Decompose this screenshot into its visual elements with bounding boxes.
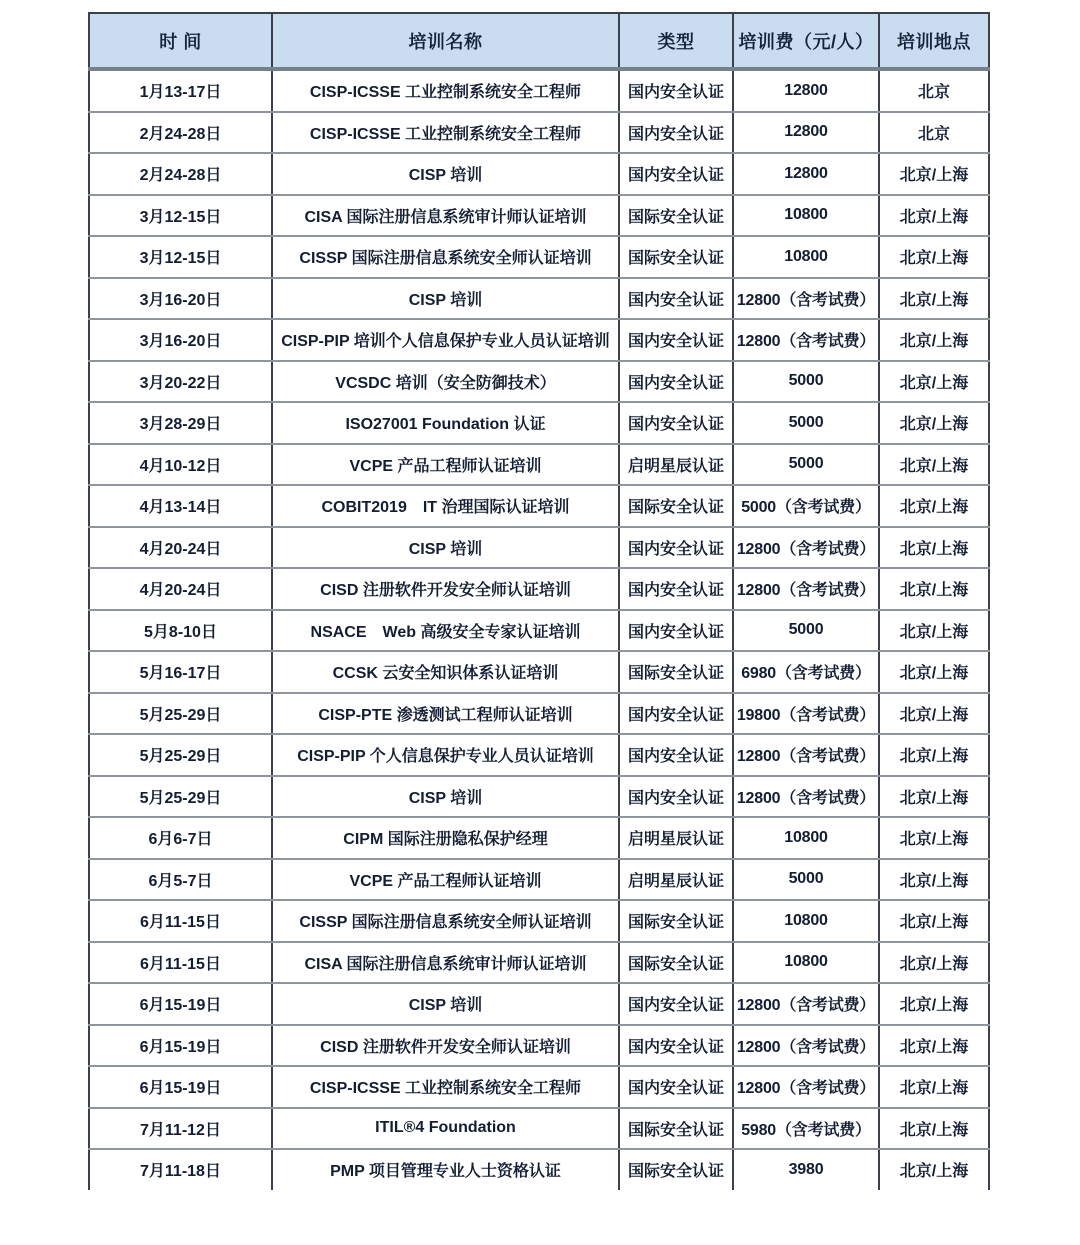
cell-type: 国际安全认证 bbox=[619, 900, 733, 942]
cell-location: 北京/上海 bbox=[879, 610, 989, 652]
cell-location: 北京/上海 bbox=[879, 485, 989, 527]
cell-time: 7月11-18日 bbox=[89, 1149, 272, 1190]
cell-type: 启明星辰认证 bbox=[619, 859, 733, 901]
cell-time: 3月16-20日 bbox=[89, 278, 272, 320]
cell-course-name: CISP-ICSSE 工业控制系统安全工程师 bbox=[272, 112, 619, 154]
cell-fee: 5000 bbox=[733, 859, 879, 901]
cell-course-name: CISP 培训 bbox=[272, 153, 619, 195]
cell-type: 国际安全认证 bbox=[619, 195, 733, 237]
cell-type: 国内安全认证 bbox=[619, 69, 733, 112]
cell-course-name: CISSP 国际注册信息系统安全师认证培训 bbox=[272, 900, 619, 942]
cell-type: 国内安全认证 bbox=[619, 776, 733, 818]
cell-time: 6月11-15日 bbox=[89, 900, 272, 942]
table-row bbox=[89, 444, 989, 486]
cell-time: 6月15-19日 bbox=[89, 1025, 272, 1067]
cell-location: 北京 bbox=[879, 112, 989, 154]
cell-time: 6月15-19日 bbox=[89, 983, 272, 1025]
cell-fee: 5980（含考试费） bbox=[733, 1108, 879, 1150]
cell-course-name: CISP 培训 bbox=[272, 983, 619, 1025]
cell-location: 北京/上海 bbox=[879, 900, 989, 942]
cell-type: 国内安全认证 bbox=[619, 153, 733, 195]
header-location: 培训地点 bbox=[879, 13, 989, 69]
table-row bbox=[89, 402, 989, 444]
cell-course-name: PMP 项目管理专业人士资格认证 bbox=[272, 1149, 619, 1190]
cell-type: 国内安全认证 bbox=[619, 568, 733, 610]
cell-type: 国际安全认证 bbox=[619, 236, 733, 278]
cell-time: 4月20-24日 bbox=[89, 527, 272, 569]
table-header bbox=[89, 13, 989, 69]
cell-fee: 12800（含考试费） bbox=[733, 568, 879, 610]
cell-fee: 12800 bbox=[733, 112, 879, 154]
cell-type: 国际安全认证 bbox=[619, 1108, 733, 1150]
header-time: 时 间 bbox=[89, 13, 272, 69]
cell-time: 6月5-7日 bbox=[89, 859, 272, 901]
table-row bbox=[89, 859, 989, 901]
cell-fee: 10800 bbox=[733, 195, 879, 237]
header-type: 类型 bbox=[619, 13, 733, 69]
cell-fee: 5000 bbox=[733, 444, 879, 486]
cell-time: 2月24-28日 bbox=[89, 112, 272, 154]
table-row bbox=[89, 651, 989, 693]
table-row bbox=[89, 1066, 989, 1108]
cell-course-name: NSACE Web 高级安全专家认证培训 bbox=[272, 610, 619, 652]
table-row bbox=[89, 1149, 989, 1190]
cell-time: 6月11-15日 bbox=[89, 942, 272, 984]
cell-time: 3月20-22日 bbox=[89, 361, 272, 403]
cell-course-name: CISP 培训 bbox=[272, 776, 619, 818]
table-row bbox=[89, 319, 989, 361]
table-row bbox=[89, 361, 989, 403]
cell-type: 国内安全认证 bbox=[619, 734, 733, 776]
header-course-name: 培训名称 bbox=[272, 13, 619, 69]
cell-time: 2月24-28日 bbox=[89, 153, 272, 195]
cell-course-name: CISA 国际注册信息系统审计师认证培训 bbox=[272, 942, 619, 984]
cell-fee: 12800（含考试费） bbox=[733, 734, 879, 776]
cell-course-name: CISP 培训 bbox=[272, 527, 619, 569]
cell-time: 6月6-7日 bbox=[89, 817, 272, 859]
cell-time: 3月12-15日 bbox=[89, 195, 272, 237]
cell-type: 国际安全认证 bbox=[619, 942, 733, 984]
cell-course-name: CISSP 国际注册信息系统安全师认证培训 bbox=[272, 236, 619, 278]
table-row bbox=[89, 69, 989, 112]
cell-location: 北京/上海 bbox=[879, 817, 989, 859]
cell-time: 4月20-24日 bbox=[89, 568, 272, 610]
table-body bbox=[89, 69, 989, 1190]
cell-fee: 12800（含考试费） bbox=[733, 983, 879, 1025]
cell-time: 6月15-19日 bbox=[89, 1066, 272, 1108]
table-row bbox=[89, 817, 989, 859]
cell-type: 国内安全认证 bbox=[619, 693, 733, 735]
table-row bbox=[89, 1108, 989, 1150]
cell-fee: 12800（含考试费） bbox=[733, 1025, 879, 1067]
cell-fee: 5000 bbox=[733, 610, 879, 652]
cell-course-name: CISP-ICSSE 工业控制系统安全工程师 bbox=[272, 1066, 619, 1108]
cell-fee: 12800 bbox=[733, 69, 879, 112]
cell-type: 国内安全认证 bbox=[619, 983, 733, 1025]
cell-location: 北京/上海 bbox=[879, 568, 989, 610]
cell-course-name: CISD 注册软件开发安全师认证培训 bbox=[272, 568, 619, 610]
cell-location: 北京/上海 bbox=[879, 1066, 989, 1108]
cell-location: 北京/上海 bbox=[879, 942, 989, 984]
cell-course-name: VCSDC 培训（安全防御技术） bbox=[272, 361, 619, 403]
cell-location: 北京/上海 bbox=[879, 776, 989, 818]
cell-course-name: ISO27001 Foundation 认证 bbox=[272, 402, 619, 444]
cell-fee: 10800 bbox=[733, 236, 879, 278]
header-row bbox=[89, 13, 989, 69]
cell-type: 国内安全认证 bbox=[619, 402, 733, 444]
cell-type: 国际安全认证 bbox=[619, 1149, 733, 1190]
cell-time: 3月28-29日 bbox=[89, 402, 272, 444]
cell-location: 北京 bbox=[879, 69, 989, 112]
cell-fee: 12800（含考试费） bbox=[733, 319, 879, 361]
cell-type: 国内安全认证 bbox=[619, 1066, 733, 1108]
cell-course-name: CCSK 云安全知识体系认证培训 bbox=[272, 651, 619, 693]
header-fee: 培训费（元/人） bbox=[733, 13, 879, 69]
cell-course-name: CISP-ICSSE 工业控制系统安全工程师 bbox=[272, 69, 619, 112]
cell-location: 北京/上海 bbox=[879, 734, 989, 776]
cell-course-name: CISP-PTE 渗透测试工程师认证培训 bbox=[272, 693, 619, 735]
table-row bbox=[89, 983, 989, 1025]
cell-course-name: CISP-PIP 个人信息保护专业人员认证培训 bbox=[272, 734, 619, 776]
cell-time: 5月25-29日 bbox=[89, 734, 272, 776]
cell-type: 国际安全认证 bbox=[619, 485, 733, 527]
cell-location: 北京/上海 bbox=[879, 153, 989, 195]
cell-course-name: CISP 培训 bbox=[272, 278, 619, 320]
table-row bbox=[89, 900, 989, 942]
cell-location: 北京/上海 bbox=[879, 1108, 989, 1150]
cell-type: 启明星辰认证 bbox=[619, 444, 733, 486]
cell-location: 北京/上海 bbox=[879, 859, 989, 901]
cell-time: 4月13-14日 bbox=[89, 485, 272, 527]
training-schedule-table bbox=[88, 12, 990, 1190]
training-schedule-table-wrap bbox=[88, 12, 990, 1190]
cell-location: 北京/上海 bbox=[879, 444, 989, 486]
cell-course-name: VCPE 产品工程师认证培训 bbox=[272, 859, 619, 901]
cell-course-name: VCPE 产品工程师认证培训 bbox=[272, 444, 619, 486]
table-row bbox=[89, 236, 989, 278]
table-row bbox=[89, 153, 989, 195]
table-row bbox=[89, 610, 989, 652]
cell-fee: 12800（含考试费） bbox=[733, 278, 879, 320]
cell-type: 国内安全认证 bbox=[619, 610, 733, 652]
cell-location: 北京/上海 bbox=[879, 402, 989, 444]
cell-course-name: CIPM 国际注册隐私保护经理 bbox=[272, 817, 619, 859]
table-row bbox=[89, 112, 989, 154]
cell-location: 北京/上海 bbox=[879, 278, 989, 320]
cell-location: 北京/上海 bbox=[879, 361, 989, 403]
cell-location: 北京/上海 bbox=[879, 1025, 989, 1067]
cell-fee: 5000 bbox=[733, 361, 879, 403]
cell-time: 5月25-29日 bbox=[89, 776, 272, 818]
cell-time: 5月8-10日 bbox=[89, 610, 272, 652]
cell-fee: 12800（含考试费） bbox=[733, 527, 879, 569]
table-row bbox=[89, 734, 989, 776]
cell-time: 4月10-12日 bbox=[89, 444, 272, 486]
cell-time: 7月11-12日 bbox=[89, 1108, 272, 1150]
table-row bbox=[89, 527, 989, 569]
cell-time: 1月13-17日 bbox=[89, 69, 272, 112]
cell-type: 国内安全认证 bbox=[619, 278, 733, 320]
cell-fee: 19800（含考试费） bbox=[733, 693, 879, 735]
cell-time: 5月25-29日 bbox=[89, 693, 272, 735]
cell-fee: 3980 bbox=[733, 1149, 879, 1190]
cell-fee: 5000（含考试费） bbox=[733, 485, 879, 527]
cell-course-name: CISA 国际注册信息系统审计师认证培训 bbox=[272, 195, 619, 237]
cell-location: 北京/上海 bbox=[879, 236, 989, 278]
cell-type: 启明星辰认证 bbox=[619, 817, 733, 859]
table-row bbox=[89, 1025, 989, 1067]
cell-time: 5月16-17日 bbox=[89, 651, 272, 693]
cell-course-name: CISD 注册软件开发安全师认证培训 bbox=[272, 1025, 619, 1067]
cell-fee: 12800（含考试费） bbox=[733, 1066, 879, 1108]
cell-course-name: ITIL®4 Foundation bbox=[272, 1108, 619, 1150]
cell-location: 北京/上海 bbox=[879, 693, 989, 735]
table-row bbox=[89, 693, 989, 735]
cell-fee: 12800（含考试费） bbox=[733, 776, 879, 818]
cell-fee: 6980（含考试费） bbox=[733, 651, 879, 693]
cell-time: 3月16-20日 bbox=[89, 319, 272, 361]
cell-fee: 12800 bbox=[733, 153, 879, 195]
cell-course-name: CISP-PIP 培训个人信息保护专业人员认证培训 bbox=[272, 319, 619, 361]
cell-fee: 5000 bbox=[733, 402, 879, 444]
table-row bbox=[89, 485, 989, 527]
table-row bbox=[89, 278, 989, 320]
cell-type: 国内安全认证 bbox=[619, 527, 733, 569]
cell-time: 3月12-15日 bbox=[89, 236, 272, 278]
cell-location: 北京/上海 bbox=[879, 651, 989, 693]
cell-fee: 10800 bbox=[733, 817, 879, 859]
table-row bbox=[89, 195, 989, 237]
cell-location: 北京/上海 bbox=[879, 319, 989, 361]
cell-type: 国内安全认证 bbox=[619, 112, 733, 154]
cell-fee: 10800 bbox=[733, 900, 879, 942]
cell-type: 国内安全认证 bbox=[619, 1025, 733, 1067]
table-row bbox=[89, 776, 989, 818]
cell-location: 北京/上海 bbox=[879, 983, 989, 1025]
cell-location: 北京/上海 bbox=[879, 527, 989, 569]
cell-course-name: COBIT2019 IT 治理国际认证培训 bbox=[272, 485, 619, 527]
cell-location: 北京/上海 bbox=[879, 1149, 989, 1190]
table-row bbox=[89, 942, 989, 984]
cell-type: 国际安全认证 bbox=[619, 651, 733, 693]
cell-location: 北京/上海 bbox=[879, 195, 989, 237]
table-row bbox=[89, 568, 989, 610]
cell-fee: 10800 bbox=[733, 942, 879, 984]
cell-type: 国内安全认证 bbox=[619, 361, 733, 403]
cell-type: 国内安全认证 bbox=[619, 319, 733, 361]
